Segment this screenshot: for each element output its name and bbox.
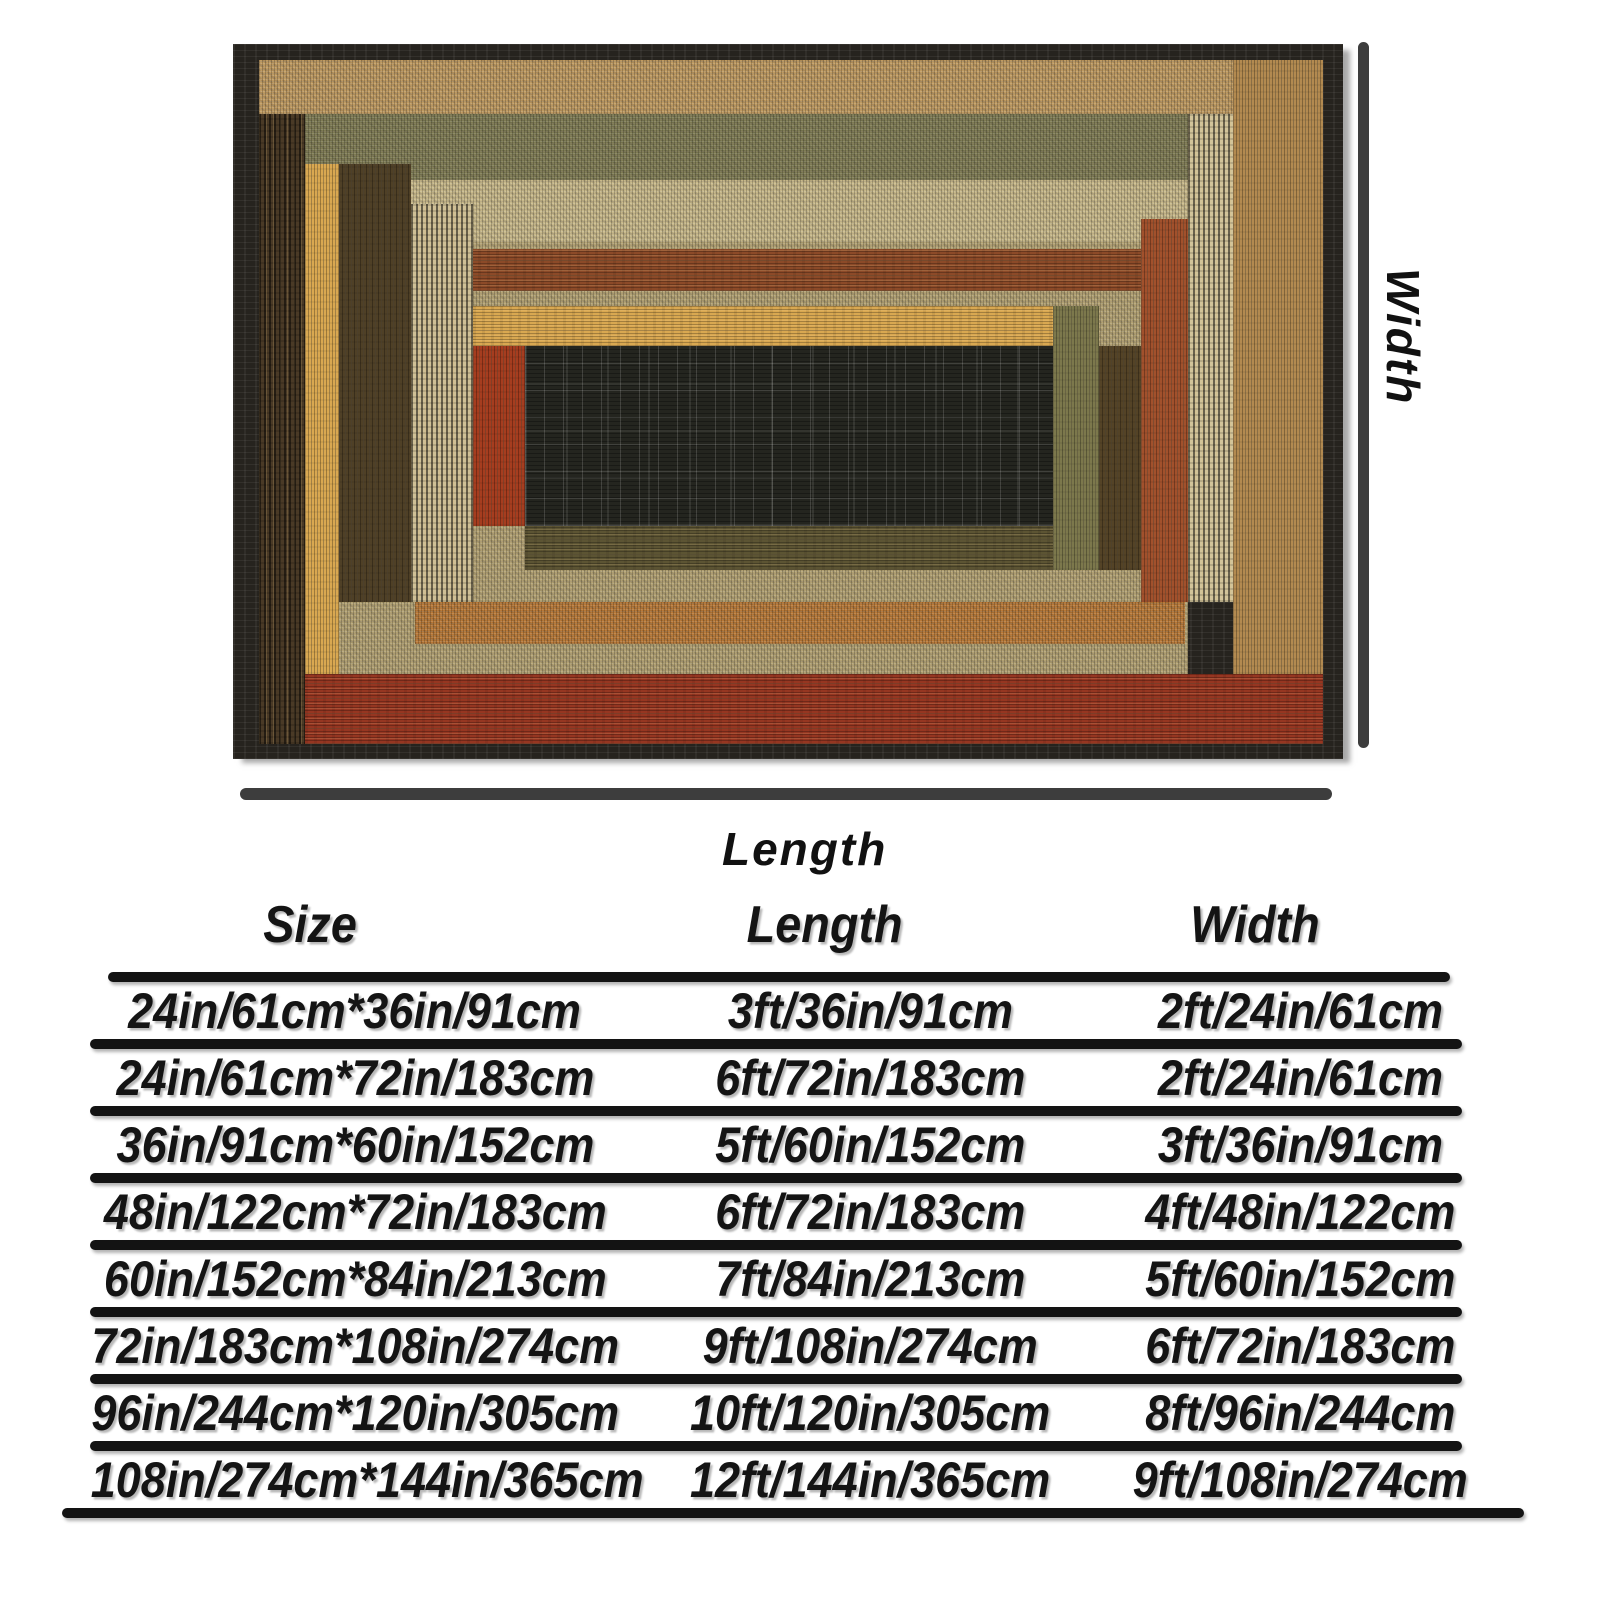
- band-right-green: [1053, 306, 1099, 570]
- band-right-woodgrain: [1233, 60, 1323, 674]
- table-row: [60, 1451, 1510, 1508]
- table-rule: [90, 1240, 1462, 1250]
- cell-length: 12ft/144in/365cm: [689, 1451, 1051, 1508]
- cell-size: 72in/183cm*108in/274cm: [91, 1317, 619, 1374]
- cell-width: 2ft/24in/61cm: [1157, 982, 1443, 1039]
- table-rule: [90, 1106, 1462, 1116]
- header-size: Size: [263, 895, 357, 954]
- header-width: Width: [1190, 895, 1320, 954]
- band-left-bark: [259, 114, 305, 744]
- length-label: Length: [722, 823, 888, 875]
- table-rule: [90, 1374, 1462, 1384]
- size-table: [60, 877, 1510, 1518]
- cell-width: 2ft/24in/61cm: [1157, 1049, 1443, 1106]
- table-rule: [108, 972, 1450, 982]
- band-top-green: [305, 114, 1188, 180]
- cell-width: 4ft/48in/122cm: [1144, 1183, 1456, 1240]
- band-left-red: [473, 346, 525, 526]
- width-label: Width: [1377, 268, 1429, 406]
- cell-length: 6ft/72in/183cm: [714, 1183, 1026, 1240]
- cell-width: 8ft/96in/244cm: [1144, 1384, 1456, 1441]
- band-right-red: [1141, 219, 1188, 602]
- cell-length: 5ft/60in/152cm: [714, 1116, 1026, 1173]
- cell-size: 48in/122cm*72in/183cm: [103, 1183, 607, 1240]
- cell-size: 24in/61cm*36in/91cm: [128, 982, 582, 1039]
- table-row: [60, 1116, 1510, 1173]
- cell-size: 108in/274cm*144in/365cm: [90, 1451, 644, 1508]
- cell-length: 10ft/120in/305cm: [689, 1384, 1051, 1441]
- cell-width: 9ft/108in/274cm: [1132, 1451, 1468, 1508]
- band-bottom-maroon: [305, 674, 1323, 744]
- rug-image: [233, 44, 1343, 759]
- cell-length: 6ft/72in/183cm: [714, 1049, 1026, 1106]
- cell-size: 60in/152cm*84in/213cm: [103, 1250, 607, 1307]
- table-rule: [90, 1173, 1462, 1183]
- table-rule: [62, 1508, 1524, 1518]
- cell-width: 3ft/36in/91cm: [1157, 1116, 1443, 1173]
- length-dimension-line: [240, 788, 1332, 800]
- table-row: [60, 1183, 1510, 1240]
- band-copper: [415, 602, 1185, 644]
- band-olive-below: [525, 526, 1099, 570]
- table-row: [60, 1250, 1510, 1307]
- cell-length: 7ft/84in/213cm: [714, 1250, 1026, 1307]
- band-left-gold: [305, 164, 339, 674]
- width-dimension-line: [1358, 42, 1369, 748]
- band-right-creamstreak: [1188, 114, 1233, 602]
- cell-width: 5ft/60in/152cm: [1144, 1250, 1456, 1307]
- cell-size: 36in/91cm*60in/152cm: [116, 1116, 594, 1173]
- band-center-black: [525, 346, 1053, 526]
- table-row: [60, 1049, 1510, 1106]
- band-top-tan: [259, 60, 1233, 114]
- band-left-walnut: [339, 164, 411, 602]
- band-right-brown: [1099, 346, 1141, 570]
- cell-size: 96in/244cm*120in/305cm: [91, 1384, 619, 1441]
- band-rust: [415, 249, 1141, 291]
- cell-width: 6ft/72in/183cm: [1144, 1317, 1456, 1374]
- band-left-birch: [411, 204, 473, 602]
- table-rule: [90, 1039, 1462, 1049]
- cell-length: 9ft/108in/274cm: [702, 1317, 1038, 1374]
- size-table-header: [15, 877, 1510, 972]
- table-rule: [90, 1307, 1462, 1317]
- table-row: [60, 1317, 1510, 1374]
- cell-size: 24in/61cm*72in/183cm: [116, 1049, 594, 1106]
- cell-length: 3ft/36in/91cm: [727, 982, 1013, 1039]
- header-length: Length: [747, 895, 903, 954]
- table-row: [60, 982, 1510, 1039]
- table-rule: [90, 1441, 1462, 1451]
- band-gold-horizontal: [473, 306, 1095, 346]
- table-row: [60, 1384, 1510, 1441]
